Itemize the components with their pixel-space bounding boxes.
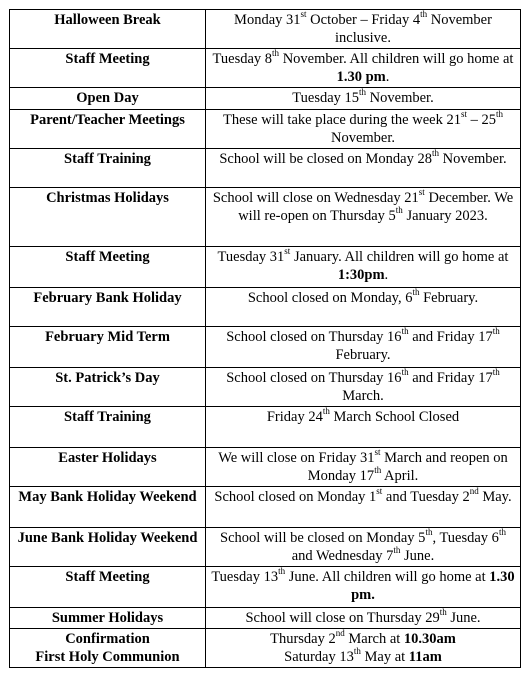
event-name-cell: St. Patrick’s Day xyxy=(10,368,206,407)
event-detail-cell: Thursday 2nd March at 10.30am Saturday 13th May at 11am xyxy=(206,629,521,668)
calendar-row xyxy=(10,188,521,247)
event-name-cell: Parent/Teacher Meetings xyxy=(10,110,206,149)
event-detail-cell: Monday 31st October – Friday 4th November inclusive. xyxy=(206,10,521,49)
event-detail-cell: Tuesday 31st January. All children will go home at 1:30pm. xyxy=(206,247,521,288)
event-name-cell: Staff Meeting xyxy=(10,247,206,288)
event-detail-cell: School closed on Thursday 16th and Friday 17th March. xyxy=(206,368,521,407)
event-detail-cell: We will close on Friday 31st March and reopen on Monday 17th April. xyxy=(206,448,521,487)
calendar-row xyxy=(10,407,521,448)
event-detail-cell: School will be closed on Monday 28th November. xyxy=(206,149,521,188)
event-name-cell: Halloween Break xyxy=(10,10,206,49)
calendar-table-body xyxy=(10,10,521,668)
school-calendar-table xyxy=(9,9,521,668)
calendar-row xyxy=(10,88,521,110)
calendar-row xyxy=(10,608,521,629)
event-name-cell: Open Day xyxy=(10,88,206,110)
event-detail-cell: Tuesday 15th November. xyxy=(206,88,521,110)
calendar-row xyxy=(10,528,521,567)
event-detail-cell: These will take place during the week 21st – 25th November. xyxy=(206,110,521,149)
event-name-cell: Staff Training xyxy=(10,149,206,188)
event-detail-cell: School closed on Monday, 6th February. xyxy=(206,288,521,327)
event-name-cell: February Bank Holiday xyxy=(10,288,206,327)
event-name-cell: Confirmation First Holy Communion xyxy=(10,629,206,668)
calendar-row xyxy=(10,10,521,49)
event-detail-cell: Friday 24th March School Closed xyxy=(206,407,521,448)
calendar-row xyxy=(10,567,521,608)
event-name-cell: Staff Meeting xyxy=(10,49,206,88)
event-name-cell: February Mid Term xyxy=(10,327,206,368)
event-detail-cell: School closed on Thursday 16th and Friday 17th February. xyxy=(206,327,521,368)
calendar-table-wrapper xyxy=(9,9,520,668)
event-name-cell: June Bank Holiday Weekend xyxy=(10,528,206,567)
calendar-row xyxy=(10,110,521,149)
event-name-cell: May Bank Holiday Weekend xyxy=(10,487,206,528)
event-name-cell: Staff Meeting xyxy=(10,567,206,608)
event-name-cell: Christmas Holidays xyxy=(10,188,206,247)
event-detail-cell: Tuesday 13th June. All children will go home at 1.30 pm. xyxy=(206,567,521,608)
calendar-row xyxy=(10,149,521,188)
calendar-row xyxy=(10,247,521,288)
calendar-row xyxy=(10,629,521,668)
event-detail-cell: Tuesday 8th November. All children will go home at 1.30 pm. xyxy=(206,49,521,88)
event-name-cell: Easter Holidays xyxy=(10,448,206,487)
calendar-row xyxy=(10,288,521,327)
calendar-row xyxy=(10,327,521,368)
event-name-cell: Summer Holidays xyxy=(10,608,206,629)
event-detail-cell: School will close on Wednesday 21st December. We will re-open on Thursday 5th January 2023. xyxy=(206,188,521,247)
calendar-row xyxy=(10,368,521,407)
event-name-cell: Staff Training xyxy=(10,407,206,448)
event-detail-cell: School closed on Monday 1st and Tuesday 2nd May. xyxy=(206,487,521,528)
calendar-row xyxy=(10,487,521,528)
event-detail-cell: School will be closed on Monday 5th, Tuesday 6th and Wednesday 7th June. xyxy=(206,528,521,567)
calendar-row xyxy=(10,448,521,487)
calendar-row xyxy=(10,49,521,88)
event-detail-cell: School will close on Thursday 29th June. xyxy=(206,608,521,629)
